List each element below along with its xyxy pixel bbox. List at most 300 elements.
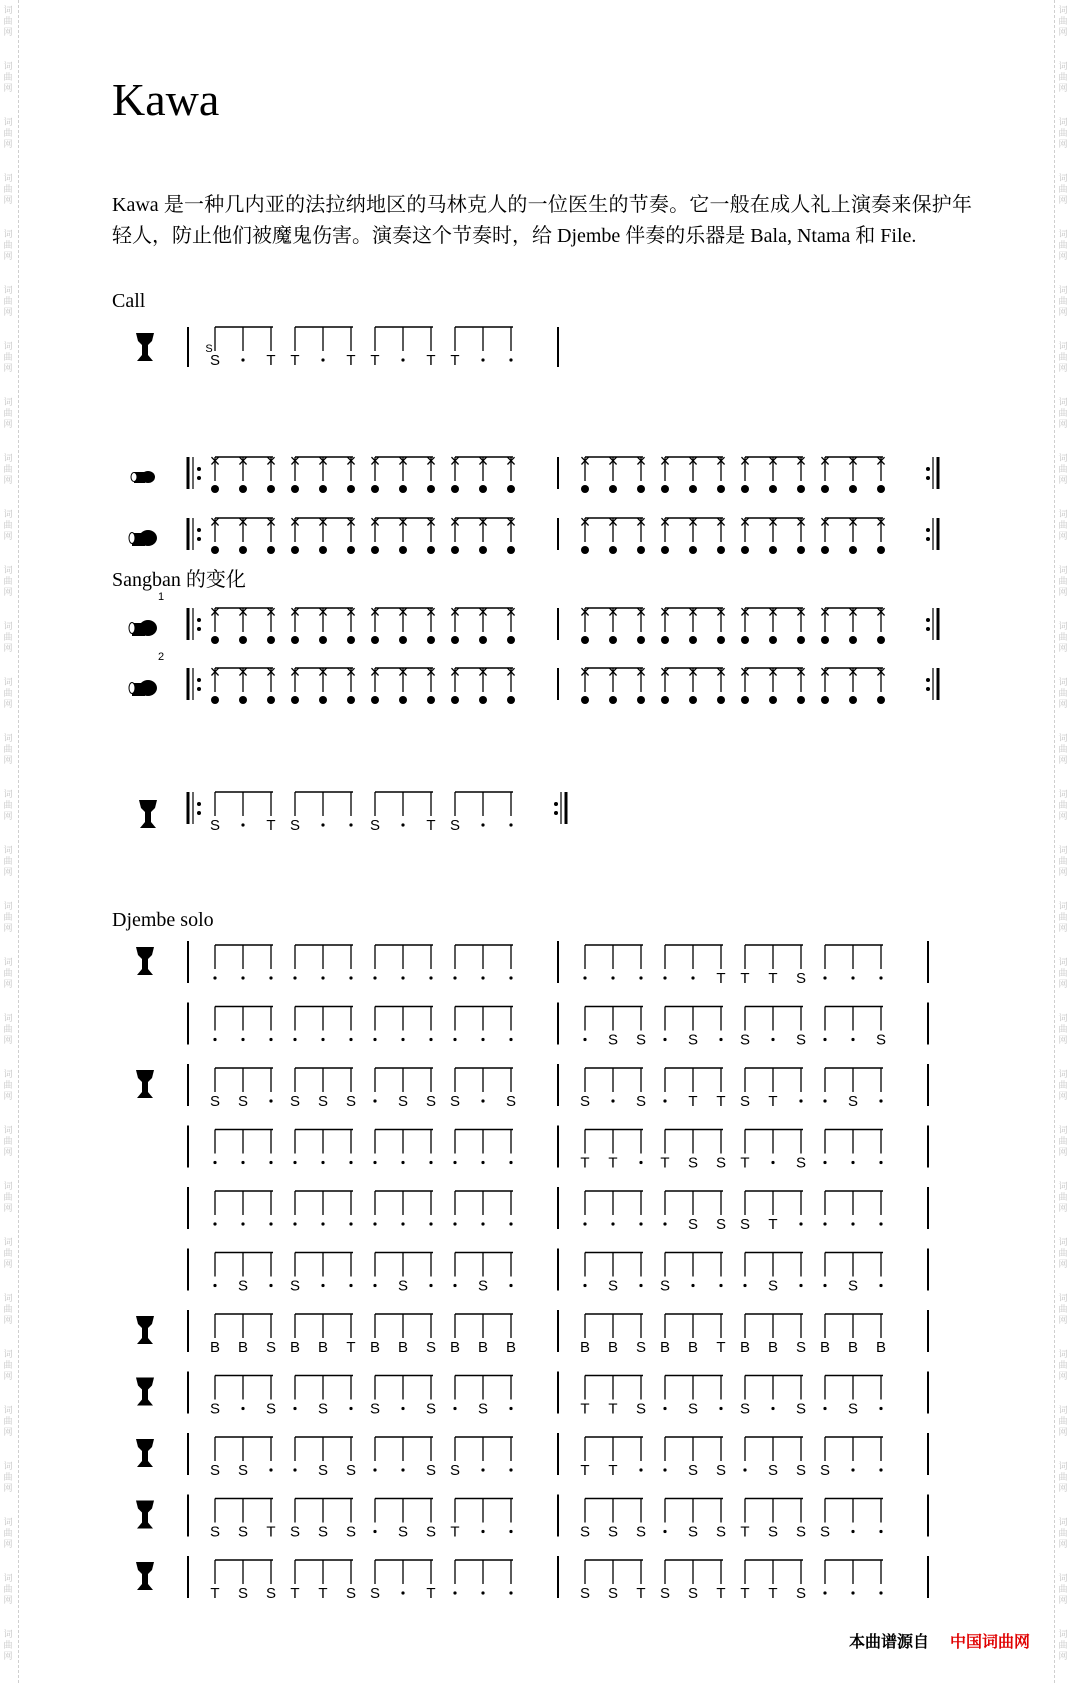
rest-dot — [509, 1530, 512, 1533]
rest-dot — [509, 1468, 512, 1471]
rest-dot — [851, 1468, 854, 1471]
rest-dot — [879, 1161, 882, 1164]
rest-dot — [509, 358, 512, 361]
rest-dot — [691, 976, 694, 979]
bell-stroke: × — [265, 662, 277, 682]
bell-stroke: × — [767, 602, 779, 622]
rest-dot — [321, 358, 324, 361]
bell-stroke: × — [369, 451, 381, 471]
rest-dot — [823, 1038, 826, 1041]
watermark-glyph: 曲 — [1058, 913, 1068, 923]
rest-dot — [269, 1468, 272, 1471]
note-symbol: S — [715, 1154, 727, 1172]
note-symbol: T — [450, 1523, 460, 1541]
note-symbol: S — [767, 1462, 779, 1479]
note-symbol: S — [579, 1093, 591, 1110]
watermark-glyph: 曲 — [3, 129, 13, 139]
bell-stroke: × — [715, 662, 727, 682]
note-symbol: T — [318, 1585, 328, 1602]
watermark-glyph: 曲 — [3, 1473, 13, 1483]
watermark-glyph: 网 — [1058, 1204, 1068, 1214]
note-symbol: B — [317, 1339, 329, 1356]
dundun-note — [399, 546, 407, 554]
watermark-glyph: 网 — [3, 196, 13, 206]
watermark-glyph: 曲 — [3, 1193, 13, 1203]
dundun-note — [347, 636, 355, 644]
note-symbol: B — [237, 1339, 249, 1356]
bell-stroke: × — [345, 451, 357, 471]
note-symbol: S — [289, 1523, 301, 1541]
rest-dot — [429, 1161, 432, 1164]
watermark-glyph: 曲 — [1058, 1417, 1068, 1427]
watermark-glyph: 曲 — [1058, 1529, 1068, 1539]
watermark-glyph: 词 — [3, 734, 13, 744]
dundun-note — [877, 636, 885, 644]
note-symbol: B — [505, 1339, 517, 1356]
watermark-glyph: 网 — [3, 84, 13, 94]
watermark-glyph: 网 — [3, 28, 13, 38]
note-symbol: S — [477, 1277, 489, 1295]
bell-stroke: × — [209, 512, 221, 532]
rest-dot — [429, 1222, 432, 1225]
repeat-dot — [554, 811, 558, 815]
note-symbol: S — [715, 1216, 727, 1233]
watermark-glyph: 曲 — [3, 353, 13, 363]
watermark-glyph: 曲 — [3, 913, 13, 923]
rest-dot — [453, 1591, 456, 1594]
dundun-note — [609, 696, 617, 704]
watermark-glyph: 曲 — [3, 1585, 13, 1595]
rest-dot — [879, 976, 882, 979]
note-symbol: S — [209, 1523, 221, 1541]
note-symbol: T — [740, 1585, 750, 1602]
bell-stroke: × — [505, 451, 517, 471]
bell-stroke: × — [289, 662, 301, 682]
watermark-glyph: 曲 — [1058, 521, 1068, 531]
dundun-icon — [131, 473, 137, 482]
rest-dot — [293, 1161, 296, 1164]
watermark-glyph: 网 — [1058, 868, 1068, 878]
repeat-dot — [197, 537, 201, 541]
bell-stroke: × — [345, 602, 357, 622]
dundun-note — [211, 546, 219, 554]
dundun-note — [581, 546, 589, 554]
note-symbol: S — [289, 1093, 301, 1110]
bell-stroke: × — [607, 662, 619, 682]
note-symbol: B — [579, 1339, 591, 1356]
watermark-glyph: 网 — [1058, 1652, 1068, 1662]
bell-stroke: × — [795, 512, 807, 532]
dundun-icon — [129, 533, 135, 544]
note-symbol: S — [345, 1093, 357, 1110]
repeat-dot — [926, 467, 930, 471]
watermark-glyph: 词 — [1058, 1630, 1068, 1640]
repeat-dot — [197, 476, 201, 480]
variation-number: 1 — [157, 591, 165, 603]
djembe-icon — [136, 1378, 154, 1406]
dundun-note — [849, 696, 857, 704]
dundun-note — [877, 696, 885, 704]
note-symbol: T — [580, 1462, 590, 1479]
watermark-glyph: 曲 — [1058, 353, 1068, 363]
note-symbol: S — [369, 1585, 381, 1602]
rest-dot — [583, 1038, 586, 1041]
bell-stroke: × — [369, 662, 381, 682]
note-symbol: B — [477, 1339, 489, 1356]
dundun-icon — [129, 683, 135, 694]
note-symbol: S — [209, 1400, 221, 1418]
watermark-glyph: 网 — [1058, 756, 1068, 766]
djembe-icon — [136, 1501, 154, 1529]
rest-dot — [401, 1591, 404, 1594]
watermark-glyph: 词 — [3, 1350, 13, 1360]
note-symbol: B — [449, 1339, 461, 1356]
watermark-glyph: 词 — [3, 678, 13, 688]
dundun-note — [371, 636, 379, 644]
bell-stroke: × — [397, 662, 409, 682]
dundun-note — [507, 485, 515, 493]
watermark-glyph: 网 — [3, 1596, 13, 1606]
dundun-note — [849, 485, 857, 493]
note-symbol: B — [289, 1339, 301, 1356]
rest-dot — [719, 1407, 722, 1410]
watermark-glyph: 网 — [1058, 1148, 1068, 1158]
rest-dot — [509, 1038, 512, 1041]
watermark-glyph: 曲 — [1058, 1585, 1068, 1595]
rest-dot — [349, 1407, 352, 1410]
watermark-glyph: 词 — [3, 1182, 13, 1192]
watermark-glyph: 网 — [3, 308, 13, 318]
watermark-glyph: 曲 — [3, 521, 13, 531]
note-symbol: B — [687, 1339, 699, 1356]
watermark-glyph: 曲 — [3, 1417, 13, 1427]
bell-stroke: × — [579, 602, 591, 622]
watermark-glyph: 词 — [1058, 6, 1068, 16]
bell-stroke: × — [795, 451, 807, 471]
watermark-glyph: 词 — [1058, 846, 1068, 856]
bell-stroke: × — [237, 662, 249, 682]
note-symbol: S — [767, 1523, 779, 1541]
dundun-icon — [129, 623, 135, 634]
dundun-note — [267, 636, 275, 644]
dundun-note — [479, 485, 487, 493]
watermark-glyph: 网 — [3, 1204, 13, 1214]
note-symbol: S — [687, 1400, 699, 1418]
rest-dot — [213, 1284, 216, 1287]
bell-stroke: × — [237, 512, 249, 532]
rest-dot — [879, 1407, 882, 1410]
note-symbol: S — [607, 1031, 619, 1049]
bell-stroke: × — [819, 512, 831, 532]
djembe-icon — [136, 1439, 154, 1467]
note-symbol: S — [819, 1523, 831, 1541]
watermark-glyph: 网 — [1058, 1596, 1068, 1606]
watermark-glyph: 词 — [3, 566, 13, 576]
watermark-glyph: 词 — [3, 1294, 13, 1304]
bell-stroke: × — [425, 662, 437, 682]
watermark-glyph: 词 — [3, 62, 13, 72]
watermark-glyph: 网 — [1058, 1092, 1068, 1102]
rest-dot — [663, 1407, 666, 1410]
watermark-glyph: 网 — [3, 1652, 13, 1662]
rest-dot — [771, 1038, 774, 1041]
rest-dot — [429, 1284, 432, 1287]
watermark-glyph: 曲 — [3, 185, 13, 195]
dundun-note — [821, 636, 829, 644]
note-symbol: T — [740, 1523, 750, 1541]
rest-dot — [453, 1038, 456, 1041]
watermark-glyph: 曲 — [1058, 1081, 1068, 1091]
bell-stroke: × — [397, 512, 409, 532]
dundun-note — [769, 636, 777, 644]
dundun-note — [507, 546, 515, 554]
dundun-note — [427, 485, 435, 493]
bell-stroke: × — [875, 662, 887, 682]
rest-dot — [293, 1222, 296, 1225]
note-symbol: T — [740, 970, 750, 987]
rest-dot — [481, 976, 484, 979]
rest-dot — [213, 1038, 216, 1041]
watermark-glyph: 网 — [3, 980, 13, 990]
dundun-note — [877, 546, 885, 554]
watermark-glyph: 网 — [3, 532, 13, 542]
watermark-glyph: 网 — [1058, 588, 1068, 598]
note-symbol: S — [345, 1585, 357, 1602]
rest-dot — [453, 1161, 456, 1164]
bell-stroke: × — [659, 662, 671, 682]
rest-dot — [429, 976, 432, 979]
dundun-note — [507, 696, 515, 704]
rest-dot — [401, 1407, 404, 1410]
watermark-glyph: 网 — [3, 588, 13, 598]
dundun-note — [267, 696, 275, 704]
watermark-glyph: 词 — [1058, 454, 1068, 464]
watermark-glyph: 曲 — [1058, 1137, 1068, 1147]
note-symbol: S — [237, 1462, 249, 1479]
note-symbol: S — [847, 1277, 859, 1295]
watermark-glyph: 曲 — [1058, 185, 1068, 195]
note-symbol: T — [580, 1154, 590, 1172]
bell-stroke: × — [449, 451, 461, 471]
note-symbol: S — [847, 1400, 859, 1418]
watermark-glyph: 词 — [1058, 1518, 1068, 1528]
watermark-glyph: 网 — [3, 364, 13, 374]
rest-dot — [481, 1161, 484, 1164]
rest-dot — [401, 1222, 404, 1225]
dundun-note — [821, 696, 829, 704]
bell-stroke: × — [767, 662, 779, 682]
note-symbol: B — [767, 1339, 779, 1356]
bell-stroke: × — [847, 662, 859, 682]
rest-dot — [509, 976, 512, 979]
note-symbol: S — [739, 1400, 751, 1418]
watermark-glyph: 网 — [1058, 1316, 1068, 1326]
dundun-note — [451, 546, 459, 554]
note-symbol: S — [209, 352, 221, 369]
note-symbol: S — [397, 1523, 409, 1541]
watermark-glyph: 词 — [1058, 902, 1068, 912]
note-symbol: T — [370, 352, 380, 369]
watermark-glyph: 网 — [1058, 924, 1068, 934]
watermark-glyph: 网 — [1058, 644, 1068, 654]
bell-stroke: × — [505, 602, 517, 622]
watermark-glyph: 词 — [3, 454, 13, 464]
note-symbol: S — [795, 1462, 807, 1479]
rest-dot — [823, 1407, 826, 1410]
bell-stroke: × — [449, 662, 461, 682]
note-symbol: S — [317, 1093, 329, 1110]
bell-stroke: × — [635, 451, 647, 471]
rest-dot — [851, 976, 854, 979]
note-symbol: T — [716, 1339, 726, 1356]
note-symbol: T — [608, 1400, 618, 1418]
watermark-glyph: 网 — [3, 1484, 13, 1494]
rest-dot — [481, 1530, 484, 1533]
bell-stroke: × — [739, 602, 751, 622]
dundun-note — [637, 696, 645, 704]
dundun-note — [717, 696, 725, 704]
bell-stroke: × — [819, 451, 831, 471]
dundun-note — [291, 546, 299, 554]
intro-paragraph: Kawa 是一种几内亚的法拉纳地区的马林克人的一位医生的节奏。它一般在成人礼上演奏来保护年轻人，防止他们被魔鬼伤害。演奏这个节奏时，给 Djembe 伴奏的乐器是 Bala, Ntama 和 File. — [112, 194, 972, 247]
note-symbol: S — [397, 1277, 409, 1295]
watermark-glyph: 网 — [1058, 476, 1068, 486]
watermark-glyph: 曲 — [3, 1137, 13, 1147]
bell-stroke: × — [477, 512, 489, 532]
dundun-note — [741, 636, 749, 644]
repeat-dot — [926, 528, 930, 532]
bell-stroke: × — [687, 512, 699, 532]
note-symbol: T — [290, 1585, 300, 1602]
bell-stroke: × — [369, 512, 381, 532]
note-symbol: T — [580, 1400, 590, 1418]
bell-stroke: × — [317, 451, 329, 471]
dundun-note — [821, 546, 829, 554]
bell-stroke: × — [579, 662, 591, 682]
watermark-glyph: 词 — [3, 1406, 13, 1416]
note-symbol: B — [397, 1339, 409, 1356]
watermark-glyph: 词 — [3, 902, 13, 912]
rest-dot — [429, 1038, 432, 1041]
repeat-dot — [197, 811, 201, 815]
watermark-glyph: 词 — [1058, 622, 1068, 632]
watermark-glyph: 网 — [3, 756, 13, 766]
watermark-glyph: 词 — [1058, 1294, 1068, 1304]
bell-stroke: × — [265, 451, 277, 471]
watermark-glyph: 词 — [1058, 1238, 1068, 1248]
dundun-note — [741, 696, 749, 704]
rest-dot — [401, 976, 404, 979]
rest-dot — [373, 1222, 376, 1225]
rest-dot — [453, 1284, 456, 1287]
bell-stroke: × — [635, 662, 647, 682]
bell-stroke: × — [687, 602, 699, 622]
note-symbol: S — [795, 1154, 807, 1172]
rest-dot — [213, 1161, 216, 1164]
rest-dot — [879, 1222, 882, 1225]
note-symbol: T — [768, 970, 778, 987]
dundun-note — [347, 696, 355, 704]
bell-stroke: × — [289, 451, 301, 471]
watermark-glyph: 词 — [3, 846, 13, 856]
watermark-glyph: 曲 — [1058, 297, 1068, 307]
repeat-dot — [197, 467, 201, 471]
dundun-note — [451, 485, 459, 493]
rest-dot — [373, 1530, 376, 1533]
watermark-glyph: 网 — [1058, 252, 1068, 262]
note-symbol: S — [209, 1093, 221, 1110]
rest-dot — [373, 1161, 376, 1164]
rest-dot — [799, 1284, 802, 1287]
dundun-note — [427, 636, 435, 644]
note-symbol: T — [426, 352, 436, 369]
bell-stroke: × — [425, 602, 437, 622]
note-symbol: S — [209, 1462, 221, 1479]
bell-stroke: × — [477, 662, 489, 682]
note-symbol: S — [635, 1523, 647, 1541]
rest-dot — [321, 1284, 324, 1287]
rest-dot — [481, 1038, 484, 1041]
watermark-glyph: 词 — [1058, 1462, 1068, 1472]
watermark-glyph: 网 — [3, 1092, 13, 1102]
watermark-glyph: 网 — [1058, 28, 1068, 38]
watermark-glyph: 网 — [3, 140, 13, 150]
watermark-glyph: 曲 — [3, 689, 13, 699]
rest-dot — [401, 1161, 404, 1164]
dundun-note — [637, 636, 645, 644]
watermark-glyph: 网 — [3, 1540, 13, 1550]
note-symbol: S — [687, 1585, 699, 1602]
dundun-note — [319, 546, 327, 554]
rest-dot — [509, 1591, 512, 1594]
djembe-icon — [136, 1070, 154, 1098]
dundun-note — [399, 485, 407, 493]
watermark-glyph: 词 — [1058, 1574, 1068, 1584]
note-symbol: T — [426, 817, 436, 834]
dundun-note — [479, 636, 487, 644]
bell-stroke: × — [425, 451, 437, 471]
note-symbol: S — [687, 1154, 699, 1172]
bell-stroke: × — [345, 662, 357, 682]
watermark-glyph: 网 — [1058, 1428, 1068, 1438]
rest-dot — [611, 1099, 614, 1102]
footer-site-name[interactable]: 中国词曲网 — [950, 1632, 1031, 1651]
rest-dot — [799, 1099, 802, 1102]
rest-dot — [321, 1038, 324, 1041]
watermark-glyph: 曲 — [3, 745, 13, 755]
rest-dot — [241, 358, 244, 361]
variation-label: Sangban 的变化 — [112, 569, 246, 591]
watermark-glyph: 曲 — [1058, 73, 1068, 83]
note-symbol: S — [425, 1462, 437, 1479]
rest-dot — [453, 1222, 456, 1225]
bell-stroke: × — [715, 512, 727, 532]
note-symbol: S — [289, 1277, 301, 1295]
dundun-note — [689, 696, 697, 704]
note-symbol: T — [346, 352, 356, 369]
watermark-glyph: 曲 — [3, 1529, 13, 1539]
rest-dot — [771, 1407, 774, 1410]
solo-label: Djembe solo — [112, 909, 214, 931]
rest-dot — [879, 1284, 882, 1287]
bell-stroke: × — [819, 602, 831, 622]
bell-stroke: × — [607, 451, 619, 471]
bell-stroke: × — [449, 512, 461, 532]
bell-stroke: × — [209, 662, 221, 682]
watermark-glyph: 词 — [1058, 230, 1068, 240]
watermark-glyph: 词 — [3, 398, 13, 408]
rest-dot — [213, 976, 216, 979]
